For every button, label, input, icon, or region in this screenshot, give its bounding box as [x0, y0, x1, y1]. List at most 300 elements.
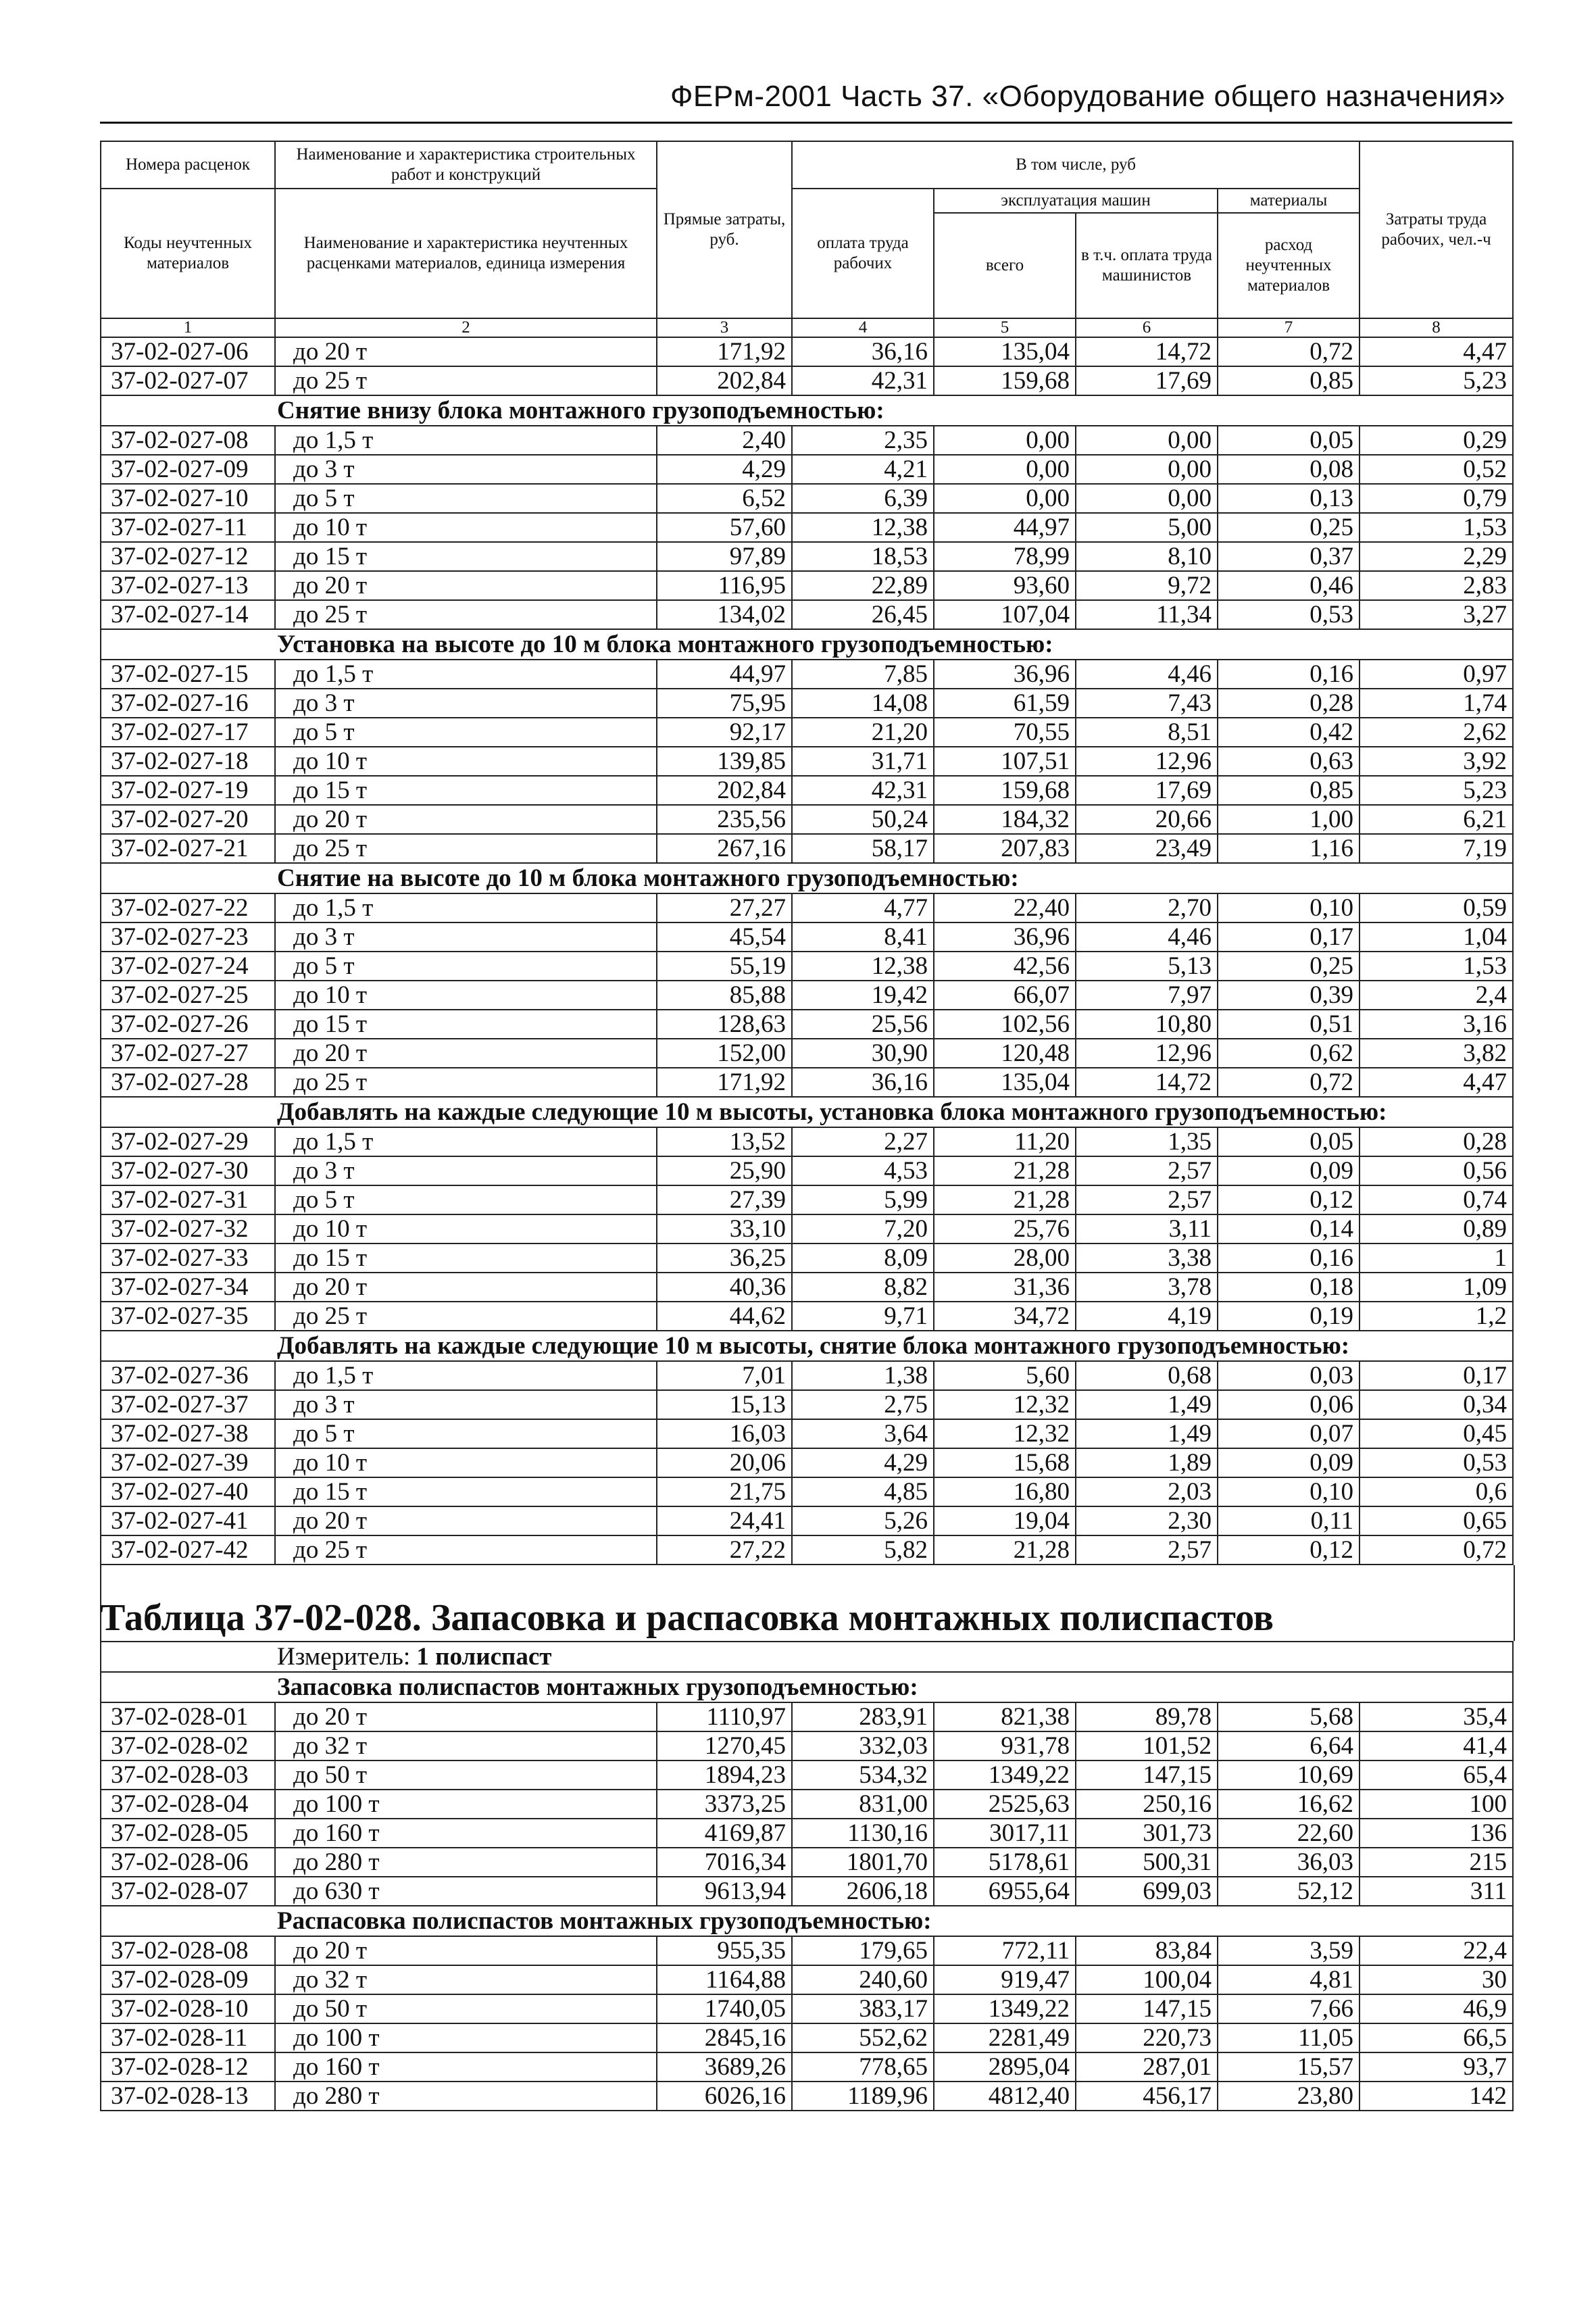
material-use-cell: 0,12: [1218, 1185, 1360, 1214]
work-name-cell: до 20 т: [275, 1039, 657, 1068]
operator-pay-cell: 14,72: [1076, 1068, 1218, 1097]
machines-total-cell: 159,68: [934, 366, 1076, 395]
direct-cost-cell: 202,84: [657, 776, 792, 805]
worker-pay-cell: 50,24: [792, 805, 934, 834]
labor-hours-cell: 1,04: [1360, 922, 1513, 952]
work-name-cell: до 5 т: [275, 1419, 657, 1448]
rate-code-cell: 37-02-027-09: [101, 455, 275, 484]
material-use-cell: 52,12: [1218, 1877, 1360, 1906]
rate-code-cell: 37-02-027-26: [101, 1010, 275, 1039]
col-number: 7: [1218, 318, 1360, 337]
work-name-cell: до 15 т: [275, 1244, 657, 1273]
operator-pay-cell: 0,00: [1076, 426, 1218, 455]
table-row: [101, 1448, 1513, 1477]
operator-pay-cell: 5,13: [1076, 952, 1218, 981]
work-name-cell: до 5 т: [275, 952, 657, 981]
labor-hours-cell: 41,4: [1360, 1731, 1513, 1761]
worker-pay-cell: 179,65: [792, 1936, 934, 1965]
rate-code-cell: 37-02-027-17: [101, 718, 275, 747]
rate-code-cell: 37-02-027-06: [101, 337, 275, 366]
operator-pay-cell: 8,51: [1076, 718, 1218, 747]
machines-total-cell: 19,04: [934, 1506, 1076, 1535]
operator-pay-cell: 12,96: [1076, 747, 1218, 776]
work-name-cell: до 3 т: [275, 922, 657, 952]
header-material-codes: Коды неучтенных материалов: [101, 189, 275, 318]
operator-pay-cell: 0,00: [1076, 484, 1218, 513]
operator-pay-cell: 147,15: [1076, 1761, 1218, 1790]
section-heading: Распасовка полиспастов монтажных грузоподъемностью:: [101, 1906, 1513, 1936]
table-row: [101, 1039, 1513, 1068]
labor-hours-cell: 0,45: [1360, 1419, 1513, 1448]
machines-total-cell: 1349,22: [934, 1994, 1076, 2023]
machines-total-cell: 2281,49: [934, 2023, 1076, 2052]
material-use-cell: 5,68: [1218, 1702, 1360, 1731]
work-name-cell: до 160 т: [275, 2052, 657, 2082]
operator-pay-cell: 699,03: [1076, 1877, 1218, 1906]
labor-hours-cell: 1,09: [1360, 1273, 1513, 1302]
labor-hours-cell: 136: [1360, 1819, 1513, 1848]
rate-code-cell: 37-02-027-37: [101, 1390, 275, 1419]
labor-hours-cell: 66,5: [1360, 2023, 1513, 2052]
rates-table-body: [101, 337, 1513, 1565]
col-number: 2: [275, 318, 657, 337]
labor-hours-cell: 5,23: [1360, 776, 1513, 805]
labor-hours-cell: 2,4: [1360, 981, 1513, 1010]
operator-pay-cell: 2,03: [1076, 1477, 1218, 1506]
labor-hours-cell: 4,47: [1360, 1068, 1513, 1097]
work-name-cell: до 20 т: [275, 805, 657, 834]
operator-pay-cell: 17,69: [1076, 366, 1218, 395]
header-operator-pay: в т.ч. оплата труда машинистов: [1076, 213, 1218, 318]
direct-cost-cell: 45,54: [657, 922, 792, 952]
labor-hours-cell: 100: [1360, 1790, 1513, 1819]
worker-pay-cell: 6,39: [792, 484, 934, 513]
machines-total-cell: 919,47: [934, 1965, 1076, 1994]
rate-code-cell: 37-02-027-11: [101, 513, 275, 542]
labor-hours-cell: 0,53: [1360, 1448, 1513, 1477]
machines-total-cell: 34,72: [934, 1302, 1076, 1331]
operator-pay-cell: 500,31: [1076, 1848, 1218, 1877]
material-use-cell: 0,28: [1218, 689, 1360, 718]
table-row: [101, 922, 1513, 952]
table-row: [101, 1848, 1513, 1877]
direct-cost-cell: 20,06: [657, 1448, 792, 1477]
material-use-cell: 15,57: [1218, 2052, 1360, 2082]
worker-pay-cell: 18,53: [792, 542, 934, 571]
labor-hours-cell: 142: [1360, 2082, 1513, 2111]
rate-code-cell: 37-02-027-33: [101, 1244, 275, 1273]
table-row: [101, 1994, 1513, 2023]
material-use-cell: 0,14: [1218, 1214, 1360, 1244]
material-use-cell: 0,10: [1218, 1477, 1360, 1506]
rate-code-cell: 37-02-027-29: [101, 1127, 275, 1156]
table-row: [101, 893, 1513, 922]
table-row: [101, 1361, 1513, 1390]
operator-pay-cell: 456,17: [1076, 2082, 1218, 2111]
table-row: [101, 747, 1513, 776]
operator-pay-cell: 0,68: [1076, 1361, 1218, 1390]
worker-pay-cell: 5,82: [792, 1535, 934, 1565]
rate-code-cell: 37-02-027-30: [101, 1156, 275, 1185]
work-name-cell: до 1,5 т: [275, 660, 657, 689]
rate-code-cell: 37-02-028-05: [101, 1819, 275, 1848]
material-use-cell: 3,59: [1218, 1936, 1360, 1965]
rate-code-cell: 37-02-027-40: [101, 1477, 275, 1506]
table-row: [101, 689, 1513, 718]
work-name-cell: до 15 т: [275, 1477, 657, 1506]
work-name-cell: до 10 т: [275, 1448, 657, 1477]
operator-pay-cell: 2,30: [1076, 1506, 1218, 1535]
rate-code-cell: 37-02-027-13: [101, 571, 275, 600]
machines-total-cell: 135,04: [934, 337, 1076, 366]
operator-pay-cell: 2,70: [1076, 893, 1218, 922]
labor-hours-cell: 3,82: [1360, 1039, 1513, 1068]
work-name-cell: до 50 т: [275, 1761, 657, 1790]
rate-code-cell: 37-02-027-16: [101, 689, 275, 718]
direct-cost-cell: 9613,94: [657, 1877, 792, 1906]
labor-hours-cell: 30: [1360, 1965, 1513, 1994]
labor-hours-cell: 2,29: [1360, 542, 1513, 571]
worker-pay-cell: 22,89: [792, 571, 934, 600]
table-row: [101, 1535, 1513, 1565]
table-row: [101, 542, 1513, 571]
polyspast-table: [100, 1641, 1514, 2111]
direct-cost-cell: 235,56: [657, 805, 792, 834]
table-row: [101, 1477, 1513, 1506]
worker-pay-cell: 26,45: [792, 600, 934, 629]
labor-hours-cell: 2,62: [1360, 718, 1513, 747]
worker-pay-cell: 21,20: [792, 718, 934, 747]
header-material-use: расход неучтенных материалов: [1218, 213, 1360, 318]
machines-total-cell: 22,40: [934, 893, 1076, 922]
worker-pay-cell: 9,71: [792, 1302, 934, 1331]
work-name-cell: до 1,5 т: [275, 1361, 657, 1390]
material-use-cell: 0,42: [1218, 718, 1360, 747]
operator-pay-cell: 7,97: [1076, 981, 1218, 1010]
direct-cost-cell: 3373,25: [657, 1790, 792, 1819]
material-use-cell: 0,85: [1218, 366, 1360, 395]
work-name-cell: до 10 т: [275, 1214, 657, 1244]
material-use-cell: 22,60: [1218, 1819, 1360, 1848]
work-name-cell: до 15 т: [275, 776, 657, 805]
machines-total-cell: 5,60: [934, 1361, 1076, 1390]
machines-total-cell: 135,04: [934, 1068, 1076, 1097]
labor-hours-cell: 35,4: [1360, 1702, 1513, 1731]
table-row: [101, 1302, 1513, 1331]
table-row: [101, 805, 1513, 834]
table-row: [101, 513, 1513, 542]
material-use-cell: 36,03: [1218, 1848, 1360, 1877]
rate-code-cell: 37-02-028-12: [101, 2052, 275, 2082]
section-heading: Добавлять на каждые следующие 10 м высоты, снятие блока монтажного грузоподъемностью:: [101, 1331, 1513, 1361]
material-use-cell: 6,64: [1218, 1731, 1360, 1761]
direct-cost-cell: 955,35: [657, 1936, 792, 1965]
machines-total-cell: 159,68: [934, 776, 1076, 805]
operator-pay-cell: 23,49: [1076, 834, 1218, 863]
rate-code-cell: 37-02-027-41: [101, 1506, 275, 1535]
direct-cost-cell: 171,92: [657, 337, 792, 366]
material-use-cell: 23,80: [1218, 2082, 1360, 2111]
material-use-cell: 0,13: [1218, 484, 1360, 513]
labor-hours-cell: 7,19: [1360, 834, 1513, 863]
worker-pay-cell: 12,38: [792, 952, 934, 981]
header-machines: эксплуатация машин: [934, 189, 1218, 213]
operator-pay-cell: 4,46: [1076, 660, 1218, 689]
work-name-cell: до 20 т: [275, 1936, 657, 1965]
table-row: [101, 660, 1513, 689]
worker-pay-cell: 778,65: [792, 2052, 934, 2082]
col-number: 4: [792, 318, 934, 337]
table-row: [101, 426, 1513, 455]
worker-pay-cell: 12,38: [792, 513, 934, 542]
machines-total-cell: 107,51: [934, 747, 1076, 776]
table2-title: Таблица 37-02-028. Запасовка и распасовка монтажных полиспастов: [100, 1597, 1274, 1639]
machines-total-cell: 31,36: [934, 1273, 1076, 1302]
direct-cost-cell: 33,10: [657, 1214, 792, 1244]
machines-total-cell: 102,56: [934, 1010, 1076, 1039]
worker-pay-cell: 8,82: [792, 1273, 934, 1302]
operator-pay-cell: 1,49: [1076, 1419, 1218, 1448]
operator-pay-cell: 10,80: [1076, 1010, 1218, 1039]
rate-code-cell: 37-02-027-08: [101, 426, 275, 455]
direct-cost-cell: 24,41: [657, 1506, 792, 1535]
rate-code-cell: 37-02-027-39: [101, 1448, 275, 1477]
material-use-cell: 0,25: [1218, 513, 1360, 542]
rate-code-cell: 37-02-028-06: [101, 1848, 275, 1877]
worker-pay-cell: 1801,70: [792, 1848, 934, 1877]
labor-hours-cell: 0,52: [1360, 455, 1513, 484]
machines-total-cell: 12,32: [934, 1390, 1076, 1419]
worker-pay-cell: 240,60: [792, 1965, 934, 1994]
col-number: 3: [657, 318, 792, 337]
col-number: 8: [1360, 318, 1513, 337]
operator-pay-cell: 2,57: [1076, 1185, 1218, 1214]
labor-hours-cell: 1,53: [1360, 513, 1513, 542]
rate-code-cell: 37-02-027-34: [101, 1273, 275, 1302]
table-row: [101, 1761, 1513, 1790]
direct-cost-cell: 57,60: [657, 513, 792, 542]
worker-pay-cell: 332,03: [792, 1731, 934, 1761]
operator-pay-cell: 287,01: [1076, 2052, 1218, 2082]
labor-hours-cell: 1,53: [1360, 952, 1513, 981]
table-row: [101, 1390, 1513, 1419]
worker-pay-cell: 7,85: [792, 660, 934, 689]
measure-label: Измеритель:: [277, 1643, 411, 1671]
work-name-cell: до 3 т: [275, 455, 657, 484]
worker-pay-cell: 283,91: [792, 1702, 934, 1731]
material-use-cell: 0,07: [1218, 1419, 1360, 1448]
work-name-cell: до 25 т: [275, 600, 657, 629]
work-name-cell: до 25 т: [275, 366, 657, 395]
operator-pay-cell: 12,96: [1076, 1039, 1218, 1068]
rate-code-cell: 37-02-027-20: [101, 805, 275, 834]
machines-total-cell: 16,80: [934, 1477, 1076, 1506]
table-row: [101, 1244, 1513, 1273]
labor-hours-cell: 22,4: [1360, 1936, 1513, 1965]
operator-pay-cell: 0,00: [1076, 455, 1218, 484]
machines-total-cell: 28,00: [934, 1244, 1076, 1273]
machines-total-cell: 4812,40: [934, 2082, 1076, 2111]
header-machines-total: всего: [934, 213, 1076, 318]
operator-pay-cell: 9,72: [1076, 571, 1218, 600]
operator-pay-cell: 8,10: [1076, 542, 1218, 571]
rate-code-cell: 37-02-027-35: [101, 1302, 275, 1331]
rate-code-cell: 37-02-028-01: [101, 1702, 275, 1731]
work-name-cell: до 3 т: [275, 1390, 657, 1419]
direct-cost-cell: 85,88: [657, 981, 792, 1010]
work-name-cell: до 3 т: [275, 689, 657, 718]
machines-total-cell: 70,55: [934, 718, 1076, 747]
worker-pay-cell: 25,56: [792, 1010, 934, 1039]
worker-pay-cell: 4,29: [792, 1448, 934, 1477]
polyspast-table-body: [101, 1642, 1513, 2111]
machines-total-cell: 207,83: [934, 834, 1076, 863]
labor-hours-cell: 6,21: [1360, 805, 1513, 834]
labor-hours-cell: 3,16: [1360, 1010, 1513, 1039]
measure-row: [101, 1642, 1513, 1672]
labor-hours-cell: 46,9: [1360, 1994, 1513, 2023]
machines-total-cell: 0,00: [934, 426, 1076, 455]
material-use-cell: 10,69: [1218, 1761, 1360, 1790]
material-use-cell: 0,72: [1218, 1068, 1360, 1097]
work-name-cell: до 5 т: [275, 484, 657, 513]
table-row: [101, 2052, 1513, 2082]
worker-pay-cell: 3,64: [792, 1419, 934, 1448]
worker-pay-cell: 552,62: [792, 2023, 934, 2052]
rate-code-cell: 37-02-027-27: [101, 1039, 275, 1068]
labor-hours-cell: 0,28: [1360, 1127, 1513, 1156]
worker-pay-cell: 36,16: [792, 337, 934, 366]
direct-cost-cell: 44,97: [657, 660, 792, 689]
direct-cost-cell: 4169,87: [657, 1819, 792, 1848]
material-use-cell: 1,16: [1218, 834, 1360, 863]
worker-pay-cell: 5,99: [792, 1185, 934, 1214]
direct-cost-cell: 97,89: [657, 542, 792, 571]
operator-pay-cell: 2,57: [1076, 1535, 1218, 1565]
labor-hours-cell: 0,29: [1360, 426, 1513, 455]
material-use-cell: 0,08: [1218, 455, 1360, 484]
machines-total-cell: 42,56: [934, 952, 1076, 981]
rates-table: [100, 141, 1514, 1565]
work-name-cell: до 100 т: [275, 2023, 657, 2052]
table-row: [101, 1702, 1513, 1731]
work-name-cell: до 280 т: [275, 2082, 657, 2111]
worker-pay-cell: 14,08: [792, 689, 934, 718]
rate-code-cell: 37-02-027-23: [101, 922, 275, 952]
work-name-cell: до 32 т: [275, 1731, 657, 1761]
machines-total-cell: 36,96: [934, 922, 1076, 952]
rate-code-cell: 37-02-027-38: [101, 1419, 275, 1448]
table-row: [101, 600, 1513, 629]
direct-cost-cell: 6026,16: [657, 2082, 792, 2111]
labor-hours-cell: 1,74: [1360, 689, 1513, 718]
direct-cost-cell: 25,90: [657, 1156, 792, 1185]
header-labor-costs: Затраты труда рабочих, чел.-ч: [1360, 141, 1513, 318]
material-use-cell: 0,12: [1218, 1535, 1360, 1565]
rate-code-cell: 37-02-027-36: [101, 1361, 275, 1390]
work-name-cell: до 15 т: [275, 1010, 657, 1039]
labor-hours-cell: 5,23: [1360, 366, 1513, 395]
direct-cost-cell: 202,84: [657, 366, 792, 395]
rate-code-cell: 37-02-028-13: [101, 2082, 275, 2111]
rate-code-cell: 37-02-028-10: [101, 1994, 275, 2023]
operator-pay-cell: 3,11: [1076, 1214, 1218, 1244]
machines-total-cell: 2895,04: [934, 2052, 1076, 2082]
worker-pay-cell: 1189,96: [792, 2082, 934, 2111]
work-name-cell: до 20 т: [275, 1702, 657, 1731]
rate-code-cell: 37-02-028-11: [101, 2023, 275, 2052]
rate-code-cell: 37-02-027-25: [101, 981, 275, 1010]
machines-total-cell: 3017,11: [934, 1819, 1076, 1848]
material-use-cell: 0,09: [1218, 1448, 1360, 1477]
section-heading-row: [101, 1672, 1513, 1702]
work-name-cell: до 25 т: [275, 1535, 657, 1565]
labor-hours-cell: 3,27: [1360, 600, 1513, 629]
direct-cost-cell: 55,19: [657, 952, 792, 981]
work-name-cell: до 50 т: [275, 1994, 657, 2023]
table-row: [101, 1936, 1513, 1965]
labor-hours-cell: 0,74: [1360, 1185, 1513, 1214]
operator-pay-cell: 20,66: [1076, 805, 1218, 834]
machines-total-cell: 21,28: [934, 1185, 1076, 1214]
header-including: В том числе, руб: [792, 141, 1360, 189]
work-name-cell: до 32 т: [275, 1965, 657, 1994]
section-heading: Снятие на высоте до 10 м блока монтажного грузоподъемностью:: [101, 863, 1513, 893]
material-use-cell: 0,63: [1218, 747, 1360, 776]
machines-total-cell: 1349,22: [934, 1761, 1076, 1790]
labor-hours-cell: 0,59: [1360, 893, 1513, 922]
machines-total-cell: 772,11: [934, 1936, 1076, 1965]
worker-pay-cell: 383,17: [792, 1994, 934, 2023]
section-heading-row: [101, 1906, 1513, 1936]
operator-pay-cell: 250,16: [1076, 1790, 1218, 1819]
machines-total-cell: 120,48: [934, 1039, 1076, 1068]
table-row: [101, 366, 1513, 395]
machines-total-cell: 5178,61: [934, 1848, 1076, 1877]
rate-code-cell: 37-02-027-24: [101, 952, 275, 981]
rate-code-cell: 37-02-027-31: [101, 1185, 275, 1214]
rate-code-cell: 37-02-027-14: [101, 600, 275, 629]
machines-total-cell: 931,78: [934, 1731, 1076, 1761]
table-row: [101, 834, 1513, 863]
direct-cost-cell: 7016,34: [657, 1848, 792, 1877]
machines-total-cell: 93,60: [934, 571, 1076, 600]
worker-pay-cell: 4,77: [792, 893, 934, 922]
direct-cost-cell: 6,52: [657, 484, 792, 513]
material-use-cell: 0,05: [1218, 1127, 1360, 1156]
material-use-cell: 16,62: [1218, 1790, 1360, 1819]
material-use-cell: 0,16: [1218, 1244, 1360, 1273]
direct-cost-cell: 139,85: [657, 747, 792, 776]
machines-total-cell: 6955,64: [934, 1877, 1076, 1906]
work-name-cell: до 1,5 т: [275, 893, 657, 922]
machines-total-cell: 12,32: [934, 1419, 1076, 1448]
section-heading-row: [101, 395, 1513, 426]
worker-pay-cell: 1,38: [792, 1361, 934, 1390]
direct-cost-cell: 40,36: [657, 1273, 792, 1302]
machines-total-cell: 0,00: [934, 484, 1076, 513]
work-name-cell: до 5 т: [275, 718, 657, 747]
table-row: [101, 1127, 1513, 1156]
table-row: [101, 337, 1513, 366]
header-divider: [100, 122, 1512, 124]
direct-cost-cell: 4,29: [657, 455, 792, 484]
rate-code-cell: 37-02-028-04: [101, 1790, 275, 1819]
rate-code-cell: 37-02-028-08: [101, 1936, 275, 1965]
labor-hours-cell: 3,92: [1360, 747, 1513, 776]
operator-pay-cell: 83,84: [1076, 1936, 1218, 1965]
direct-cost-cell: 2,40: [657, 426, 792, 455]
